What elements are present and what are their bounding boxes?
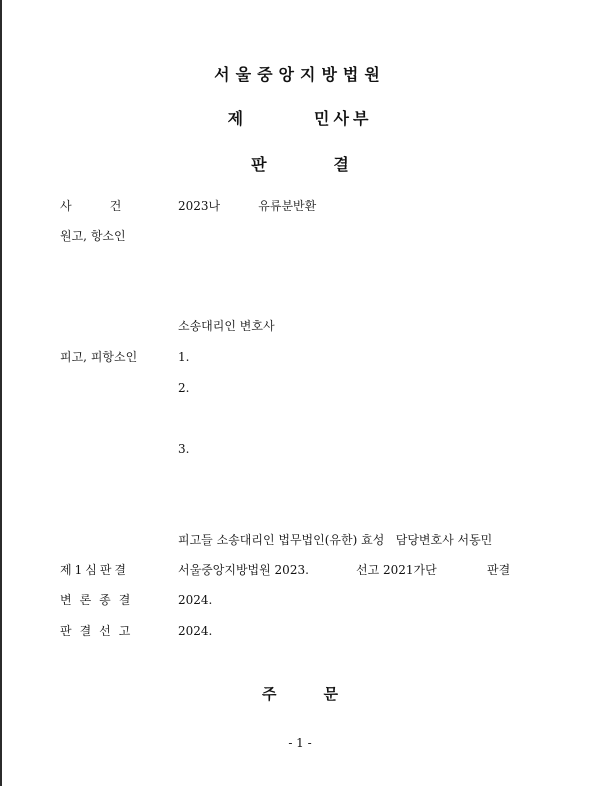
order-heading: 주 문 — [262, 685, 338, 703]
case-label: 사 건 — [60, 199, 122, 213]
first-instance-court: 서울중앙지방법원 2023. — [178, 563, 309, 577]
closing-label: 변론종결 — [60, 593, 139, 607]
case-value: 2023나 유류분반환 — [178, 199, 317, 213]
pronounce-date: 2024. — [178, 624, 213, 638]
pronounce-label: 판결선고 — [60, 624, 139, 638]
first-instance-label: 제1심판결 — [60, 563, 130, 577]
first-instance-suffix: 판결 — [487, 563, 511, 577]
closing-date: 2024. — [178, 593, 213, 607]
plaintiff-label: 원고, 항소인 — [60, 229, 126, 243]
defendant-1: 1. — [178, 350, 190, 364]
defendant-3: 3. — [178, 442, 190, 456]
court-name: 서울중앙지방법원 — [214, 65, 386, 84]
first-instance-case: 선고 2021가단 — [356, 563, 437, 577]
defendant-2: 2. — [178, 381, 190, 395]
defendant-label: 피고, 피항소인 — [60, 350, 138, 364]
page-number: - 1 - — [288, 736, 312, 750]
document-title: 판 결 — [251, 155, 349, 174]
defendant-agent: 피고들 소송대리인 법무법인(유한) 효성 담당변호사 서동민 — [178, 533, 493, 547]
division-name: 제 민사부 — [227, 109, 373, 128]
plaintiff-agent: 소송대리인 변호사 — [178, 319, 275, 333]
